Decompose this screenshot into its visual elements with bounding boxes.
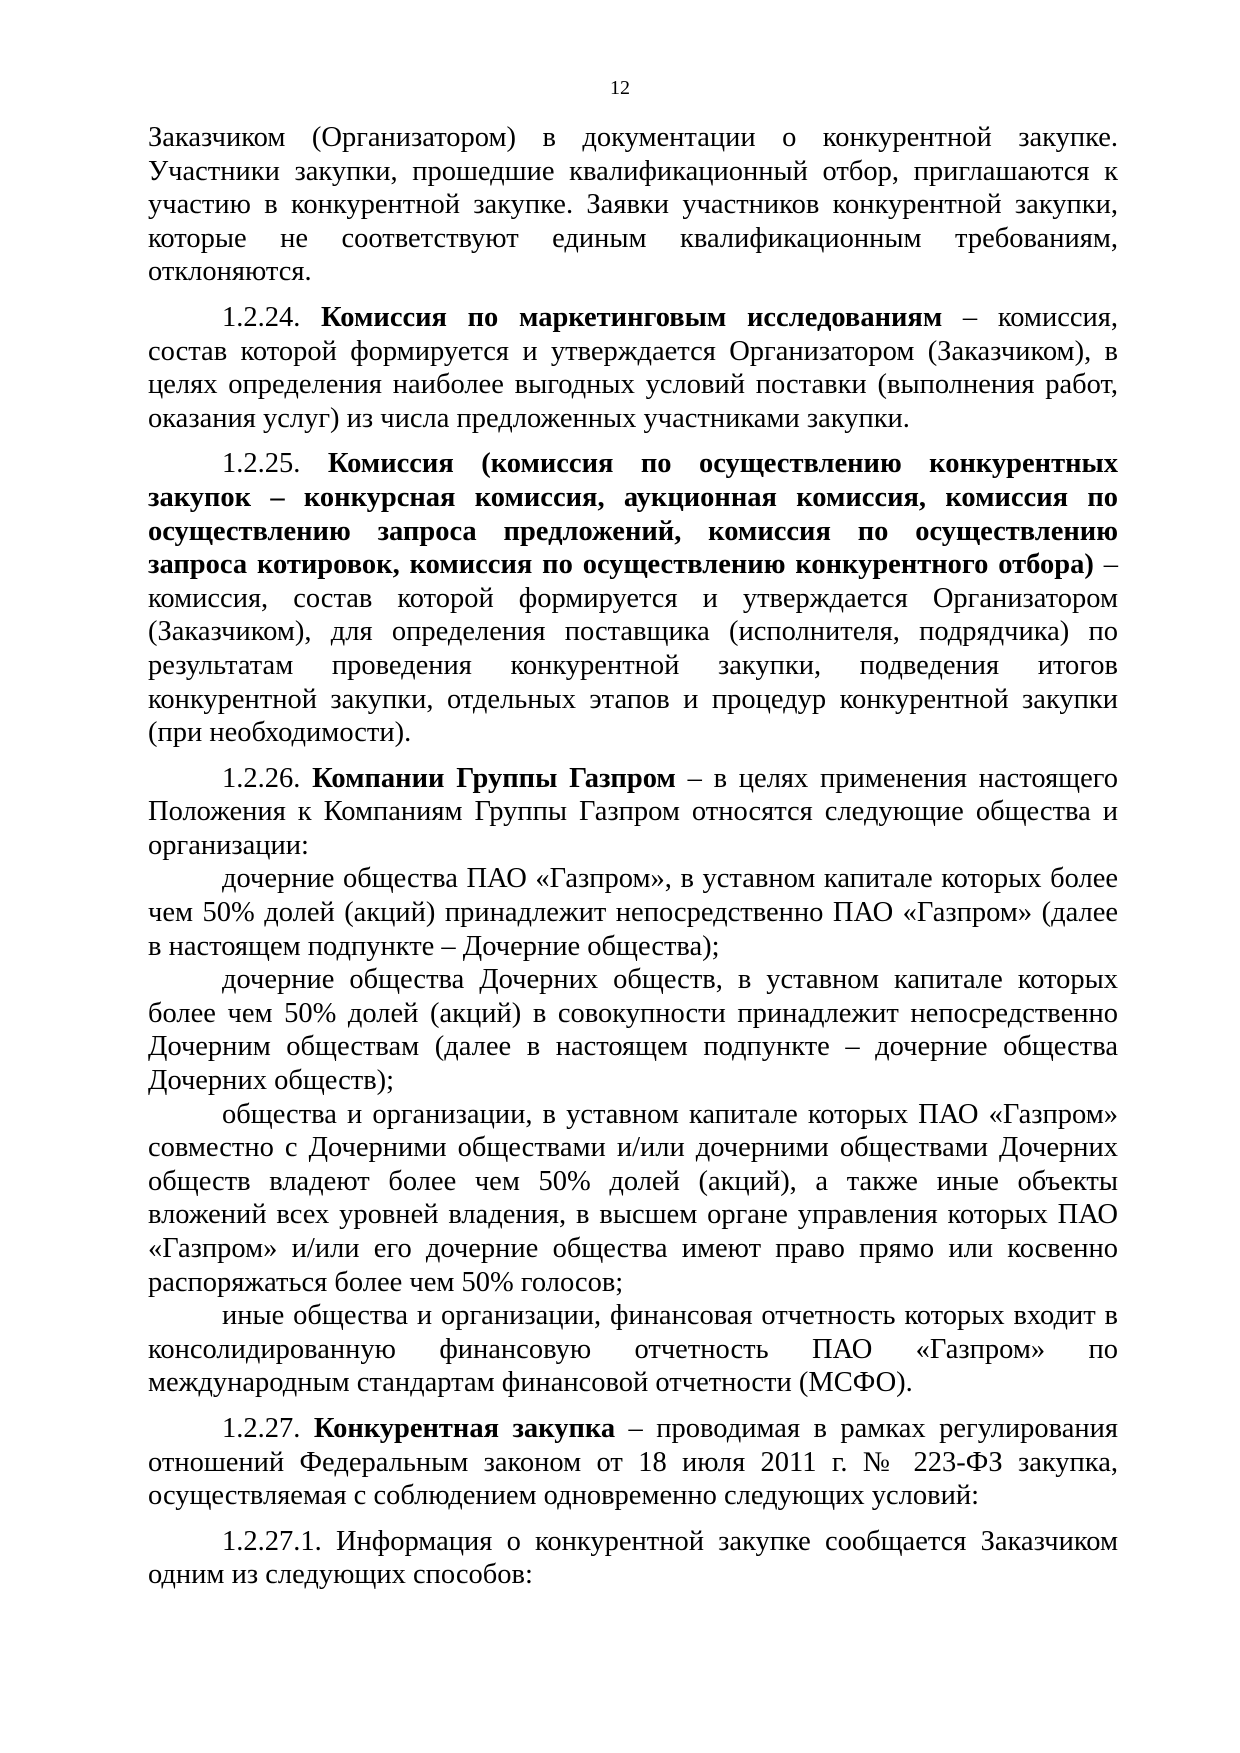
clause-number: 1.2.24. (222, 301, 301, 333)
clause-number: 1.2.25. (222, 448, 301, 480)
clause-number: 1.2.26. (222, 762, 301, 794)
list-item-consolidated (148, 1299, 1118, 1400)
document-body (148, 121, 1118, 1592)
paragraph-text: – комиссия, состав которой формируется и утверждается Организатором (Заказчиком), в целях определения наиболее выгодных условий поставки (выполнения работ, оказания услуг) из числа предложенных участниками закупки. (148, 301, 1119, 434)
defined-term: Комиссия по маркетинговым исследованиям (321, 301, 943, 333)
defined-term: Комиссия (комиссия по осуществлению конкурентных закупок – конкурсная комиссия, аукционная комиссия, комиссия по осуществлению запроса предложений, комиссия по осуществлению запроса котировок, комиссия по осуществлению конкурентного отбора) (148, 448, 1118, 581)
paragraph-text: – комиссия, состав которой формируется и утверждается Организатором (Заказчиком), для определения поставщика (исполнителя, подрядчика) по результатам проведения конкурентной закупки, подведения итогов конкурентной закупки, отдельных этапов и процедур конкурентной закупки (при необходимости). (148, 549, 1118, 749)
paragraph-continuation (148, 121, 1118, 289)
list-item-subsidiaries-of-subsidiaries (148, 963, 1118, 1097)
paragraph-1-2-25 (148, 447, 1118, 749)
paragraph-text: дочерние общества ПАО «Газпром», в уставном капитале которых более чем 50% долей (акций) принадлежит непосредственно ПАО «Газпром» (далее в настоящем подпункте – Дочерние общества); (148, 863, 1118, 962)
paragraph-1-2-26 (148, 762, 1118, 863)
paragraph-1-2-24 (148, 301, 1118, 435)
paragraph-text: – в целях применения настоящего Положения к Компаниям Группы Газпром относятся следующие общества и организации: (148, 762, 1119, 861)
paragraph-text: Информация о конкурентной закупке сообщается Заказчиком одним из следующих способов: (148, 1525, 1119, 1591)
page-number: 12 (610, 77, 630, 99)
paragraph-1-2-27-1 (148, 1525, 1118, 1592)
list-item-subsidiaries (148, 862, 1118, 963)
defined-term: Конкурентная закупка (313, 1412, 616, 1444)
paragraph-text: дочерние общества Дочерних обществ, в уставном капитале которых более чем 50% долей (акций) в совокупности принадлежит непосредственно Дочерним обществам (далее в настоящем подпункте – дочерние общества Дочерних обществ); (148, 964, 1118, 1097)
clause-number: 1.2.27.1. (222, 1525, 322, 1557)
list-item-joint-ownership (148, 1098, 1118, 1300)
paragraph-text: общества и организации, в уставном капитале которых ПАО «Газпром» совместно с Дочерними обществами и/или дочерними обществами Дочерних обществ владеют более чем 50% долей (акций), а также иные объекты вложений всех уровней владения, в высшем органе управления которых ПАО «Газпром» и/или его дочерние общества имеют право прямо или косвенно распоряжаться более чем 50% голосов; (148, 1098, 1118, 1298)
paragraph-text: Заказчиком (Организатором) в документации о конкурентной закупке. Участники закупки, прошедшие квалификационный отбор, приглашаются к участию в конкурентной закупке. Заявки участников конкурентной закупки, которые не соответствуют единым квалификационным требованиям, отклоняются. (148, 122, 1118, 288)
defined-term: Компании Группы Газпром (312, 762, 676, 794)
clause-number: 1.2.27. (222, 1412, 301, 1444)
paragraph-text: – проводимая в рамках регулирования отношений Федеральным законом от 18 июля 2011 г. № 223-ФЗ закупка, осуществляемая с соблюдением одновременно следующих условий: (148, 1412, 1119, 1512)
paragraph-1-2-27 (148, 1412, 1118, 1513)
paragraph-text: иные общества и организации, финансовая отчетность которых входит в консолидированную финансовую отчетность ПАО «Газпром» по международным стандартам финансовой отчетности (МСФО). (148, 1300, 1118, 1399)
